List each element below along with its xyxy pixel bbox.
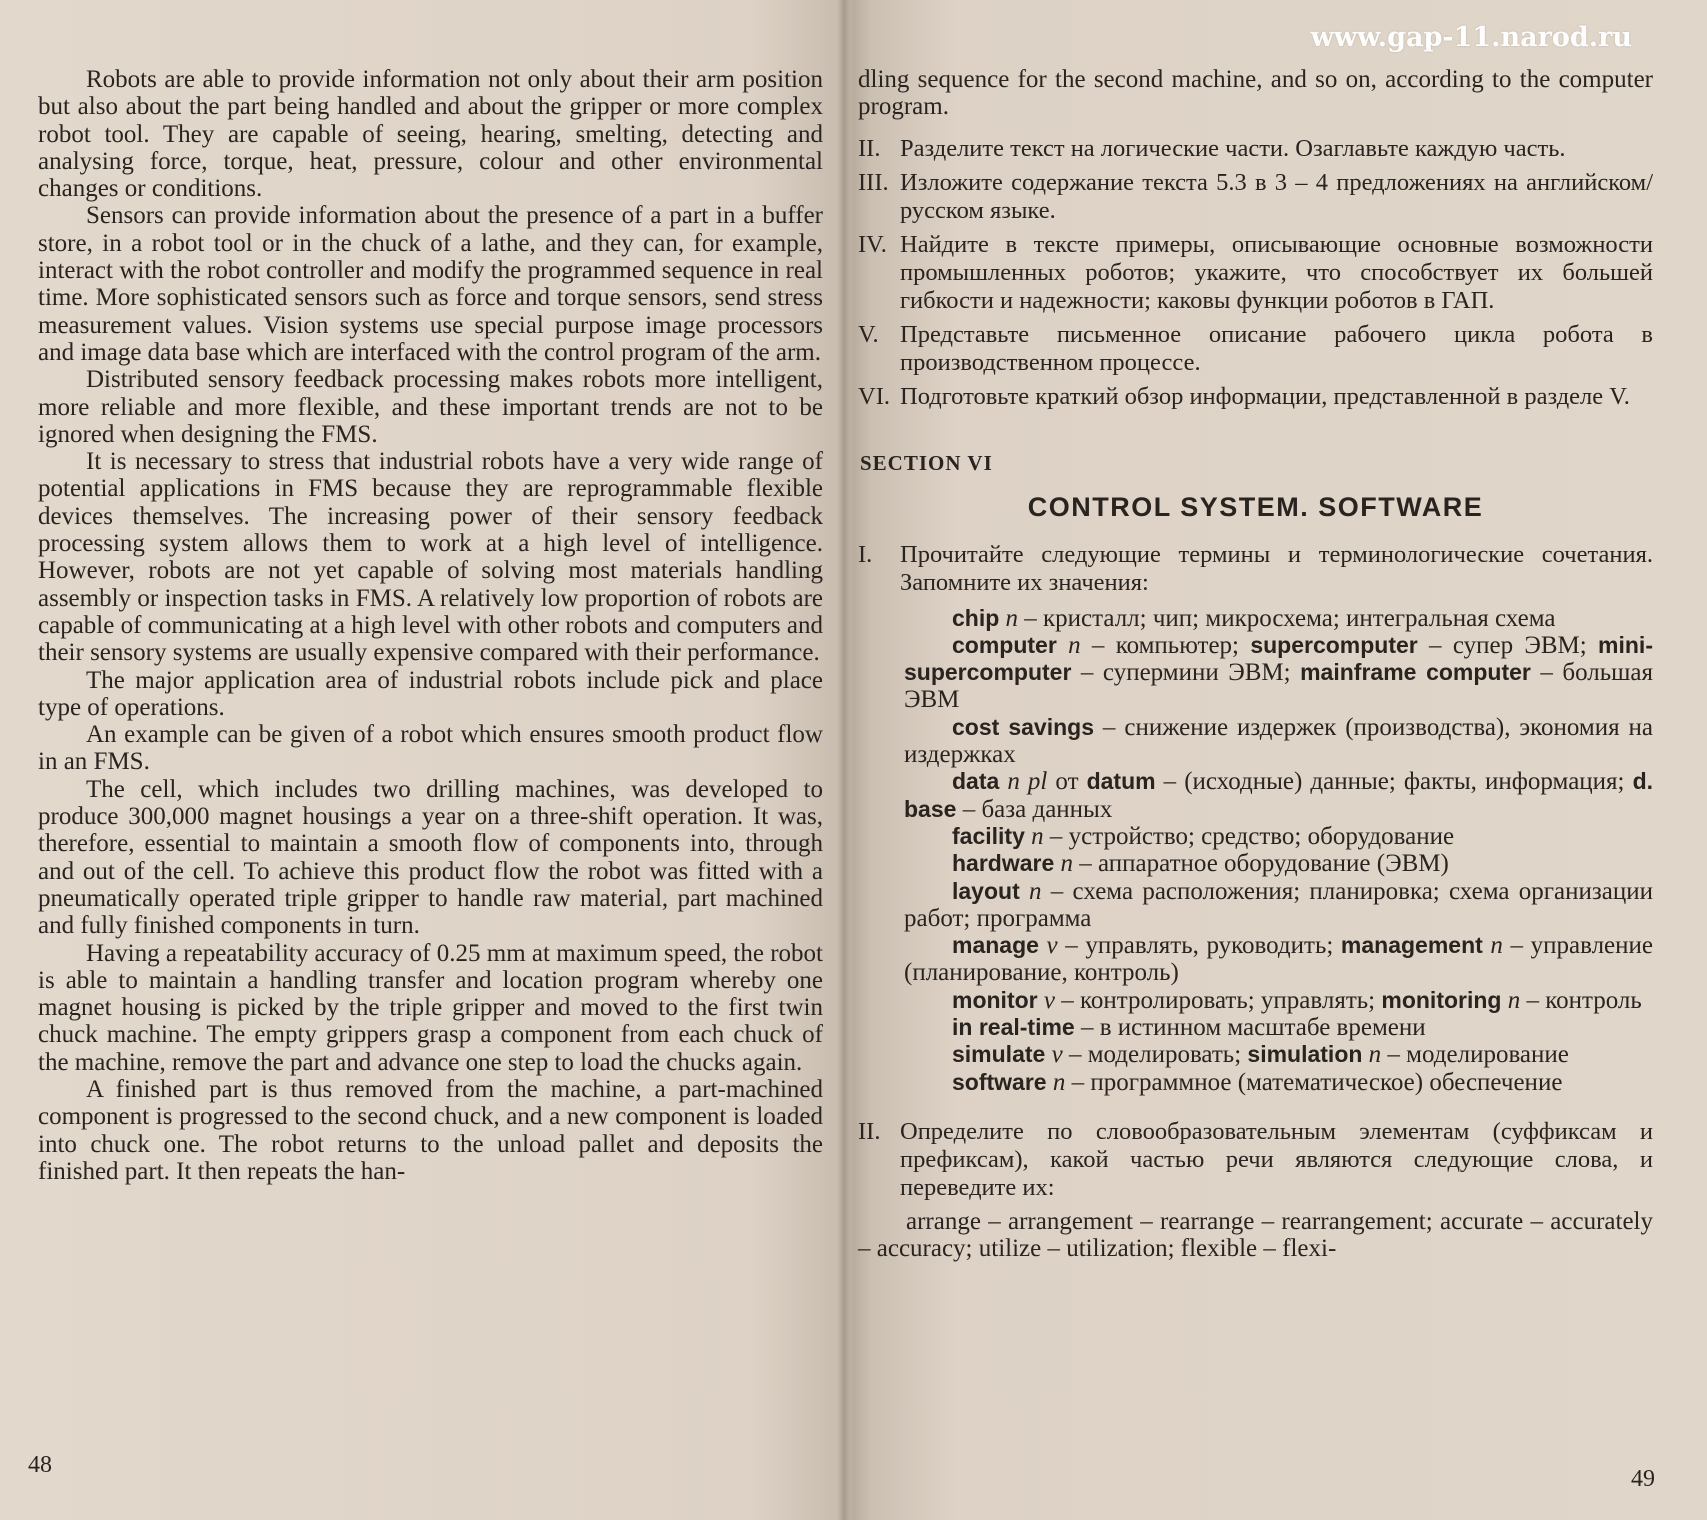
- glossary-definition: – компьютер;: [1080, 631, 1251, 659]
- part-of-speech: n pl: [1007, 768, 1048, 796]
- task-number: II.: [858, 134, 881, 162]
- part-of-speech: n: [1060, 850, 1074, 878]
- part-of-speech: v: [1046, 932, 1058, 960]
- part-of-speech: n: [1029, 877, 1042, 905]
- word-list: arrange – arrangement – rearrange – rearrangement; accurate – accurately – accuracy; utilize – utilization; flexible – flexi-: [858, 1207, 1653, 1263]
- glossary-entry: [858, 1014, 1653, 1041]
- task-number: III.: [858, 168, 889, 196]
- paragraph: An example can be given of a robot which ensures smooth product flow in an FMS.: [38, 721, 823, 776]
- glossary-entry: [858, 714, 1653, 769]
- glossary-term: layout: [952, 877, 1020, 904]
- glossary-entry: [858, 632, 1653, 714]
- glossary-term: cost savings: [952, 713, 1095, 740]
- task-text: Подготовьте краткий обзор информации, представленной в разделе V.: [900, 382, 1630, 410]
- glossary-entry: [858, 823, 1653, 850]
- glossary-definition: [1057, 632, 1068, 659]
- paragraph: Robots are able to provide information not only about their arm position but also about the part being handled and about the gripper or more complex robot tool. They are capable of seeing, hearing, smelting, detecting and analysing force, torque, heat, pressure, colour and other environmental changes or conditions.: [38, 66, 823, 203]
- right-page: [858, 66, 1653, 1263]
- task-number: IV.: [858, 230, 887, 258]
- glossary-entry: [858, 850, 1653, 877]
- glossary-definition: – супер ЭВМ;: [1417, 631, 1599, 659]
- glossary-definition: – управление (планирование, контроль): [904, 932, 1653, 987]
- task-item: [858, 231, 1653, 315]
- watermark: www.gap-11.narod.ru: [1310, 22, 1632, 53]
- task-item: [858, 169, 1653, 225]
- glossary-term: simulation: [1247, 1041, 1363, 1068]
- part-of-speech: v: [1043, 986, 1055, 1014]
- task-text: Изложите содержание текста 5.3 в 3 – 4 предложениях на английском/русском языке.: [900, 168, 1653, 224]
- glossary-term: monitoring: [1381, 986, 1502, 1013]
- glossary-term: software: [952, 1068, 1047, 1095]
- glossary-term: simulate: [952, 1041, 1046, 1068]
- paragraph: A finished part is thus removed from the machine, a part-machined component is progressed to the second chuck, and a new component is loaded into chuck one. The robot returns to the unload pallet and deposits the finished part. It then repeats the han-: [38, 1075, 823, 1185]
- glossary-term: d. base: [904, 768, 1654, 822]
- glossary-definition: [1039, 932, 1047, 959]
- part-of-speech: n: [1031, 822, 1044, 850]
- glossary-term: datum: [1086, 768, 1156, 795]
- task-item: [858, 1118, 1653, 1202]
- task-text: Определите по словообразовательным элементам (суффиксам и префиксам), какой частью речи являются следующие слова, и переведите их:: [900, 1117, 1653, 1201]
- part-of-speech: n: [1507, 986, 1521, 1014]
- continuation-paragraph: dling sequence for the second machine, and so on, according to the computer program.: [858, 66, 1653, 121]
- glossary-term: computer: [952, 631, 1057, 658]
- task-item: [858, 541, 1653, 597]
- paragraph: Having a repeatability accuracy of 0.25 mm at maximum speed, the robot is able to maintain a handling transfer and location program whereby one magnet housing is picked by the triple gripper and moved to the first twin chuck machine. The empty grippers grasp a component from each chuck of the machine, remove the part and advance one step to load the chucks again.: [38, 939, 823, 1076]
- task-text: Разделите текст на логические части. Озаглавьте каждую часть.: [900, 134, 1566, 162]
- glossary-entry: [858, 878, 1653, 933]
- task-number: II.: [858, 1117, 881, 1145]
- glossary-definition: – контроль: [1520, 986, 1642, 1014]
- part-of-speech: n: [1368, 1041, 1382, 1069]
- glossary-term: monitor: [952, 986, 1038, 1013]
- part-of-speech: n: [1052, 1068, 1066, 1096]
- task-text: Прочитайте следующие термины и терминологические сочетания. Запомните их значения:: [900, 540, 1653, 596]
- task-list: [858, 135, 1653, 411]
- paragraph: Sensors can provide information about the presence of a part in a buffer store, in a robot tool or in the chuck of a lathe, and they can, for example, interact with the robot controller and modify the programmed sequence in real time. More sophisticated sensors such as force and torque sensors, send stress measurement values. Vision systems use special purpose image processors and image data base which are interfaced with the control program of the arm.: [38, 202, 823, 366]
- glossary-term: data: [952, 768, 1000, 795]
- glossary-definition: – база данных: [956, 795, 1113, 823]
- glossary-term: hardware: [952, 850, 1055, 877]
- task-text: Представьте письменное описание рабочего цикла робота в производственном процессе.: [900, 320, 1653, 376]
- glossary-term: facility: [952, 822, 1025, 849]
- task-number: I.: [858, 540, 873, 568]
- glossary-entry: [858, 987, 1653, 1014]
- glossary-definition: от: [1047, 768, 1087, 796]
- glossary-entry: [858, 932, 1653, 987]
- glossary-definition: – управлять, руководить;: [1057, 932, 1341, 960]
- task-number: V.: [858, 320, 879, 348]
- glossary-term: management: [1340, 932, 1483, 959]
- glossary-definition: – супермини ЭВМ;: [1071, 659, 1301, 687]
- paragraph: It is necessary to stress that industrial robots have a very wide range of potential applications in FMS because they are reprogrammable flexible devices themselves. The increasing power of their sensory feedback processing system allows them to work at a high level of intelligence. However, robots are not yet capable of solving most materials handling assembly or inspection tasks in FMS. A relatively low proportion of robots are capable of communicating at a high level with other robots and computers and their sensory systems are usually expensive compared with their performance.: [38, 448, 823, 667]
- part-of-speech: n: [1005, 604, 1019, 632]
- glossary-list: [858, 605, 1653, 1096]
- part-of-speech: v: [1051, 1041, 1063, 1069]
- left-page-text: [38, 66, 823, 1185]
- task-item: [858, 383, 1653, 411]
- glossary-definition: – кристалл; чип; микросхема; интегральная схема: [1018, 604, 1556, 632]
- section-label: SECTION VI: [860, 450, 993, 475]
- glossary-term: supercomputer: [1250, 631, 1418, 658]
- glossary-definition: – моделирование: [1381, 1041, 1569, 1069]
- glossary-definition: – программное (математическое) обеспечение: [1065, 1068, 1563, 1096]
- glossary-term: chip: [952, 604, 1000, 631]
- glossary-term: mainframe computer: [1300, 659, 1531, 686]
- paragraph: The major application area of industrial robots include pick and place type of operations.: [38, 666, 823, 721]
- glossary-entry: [858, 605, 1653, 632]
- glossary-definition: – устройство; средство; оборудование: [1043, 822, 1455, 850]
- glossary-entry: [858, 768, 1653, 823]
- glossary-term: in real-time: [952, 1014, 1075, 1041]
- left-page: [38, 66, 823, 1185]
- task-item: [858, 135, 1653, 163]
- glossary-entry: [858, 1041, 1653, 1068]
- glossary-entry: [858, 1069, 1653, 1096]
- section-title: CONTROL SYSTEM. SOFTWARE: [1027, 491, 1484, 522]
- part-of-speech: n: [1068, 631, 1081, 659]
- glossary-definition: [1020, 878, 1029, 905]
- glossary-definition: – (исходные) данные; факты, информация;: [1155, 768, 1633, 796]
- glossary-definition: – контролировать; управлять;: [1054, 986, 1382, 1014]
- book-gutter: [838, 0, 850, 1520]
- page-number-right: 49: [1631, 1466, 1655, 1492]
- glossary-definition: – снижение издержек (производства), экономия на издержках: [904, 713, 1653, 769]
- glossary-term: manage: [952, 932, 1039, 959]
- glossary-definition: – большая ЭВМ: [904, 659, 1653, 714]
- page-number-left: 48: [28, 1452, 52, 1478]
- task-text: Найдите в тексте примеры, описывающие основные возможности промышленных роботов; укажите, что способствует их большей гибкости и надежности; каковы функции роботов в ГАП.: [900, 230, 1653, 314]
- part-of-speech: n: [1490, 932, 1503, 960]
- glossary-term: mini-supercomputer: [904, 631, 1653, 686]
- task-number: VI.: [858, 382, 890, 410]
- task-item: [858, 321, 1653, 377]
- glossary-definition: – схема расположения; планировка; схема организации работ; программа: [904, 877, 1653, 932]
- paragraph: Distributed sensory feedback processing makes robots more intelligent, more reliable and more flexible, and these important trends are not to be ignored when designing the FMS.: [38, 366, 823, 448]
- glossary-definition: – в истинном масштабе времени: [1074, 1014, 1426, 1042]
- glossary-definition: – аппаратное оборудование (ЭВМ): [1073, 850, 1449, 878]
- glossary-definition: – моделировать;: [1062, 1041, 1248, 1069]
- paragraph: The cell, which includes two drilling machines, was developed to produce 300,000 magnet housings a year on a three-shift operation. It was, therefore, essential to maintain a smooth flow of components into, through and out of the cell. To achieve this product flow the robot was fitted with a pneumatically operated triple gripper to handle raw material, part machined and fully finished components in turn.: [38, 775, 823, 940]
